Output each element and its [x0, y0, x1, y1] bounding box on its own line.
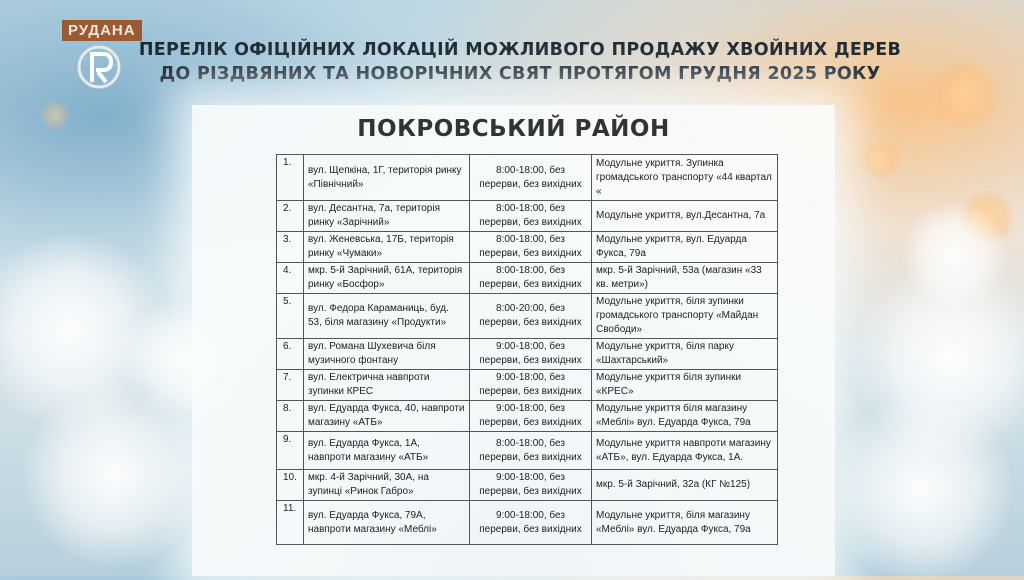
table-row — [277, 232, 778, 263]
table-row — [277, 501, 778, 545]
row-place: мкр. 5-й Зарічний, 32а (КГ №125) — [592, 470, 778, 501]
row-address: вул. Женевська, 17Б, територія ринку «Чумаки» — [304, 232, 470, 263]
row-number: 11. — [277, 501, 304, 545]
table-row — [277, 401, 778, 432]
row-address: вул. Романа Шухевича біля музичного фонтану — [304, 339, 470, 370]
row-hours: 9:00-18:00, без перерви, без вихідних — [470, 401, 592, 432]
locations-table — [276, 154, 778, 545]
district-heading: ПОКРОВСЬКИЙ РАЙОН — [357, 116, 670, 142]
row-number: 8. — [277, 401, 304, 432]
page-title — [110, 38, 930, 86]
row-place: Модульне укриття, біля магазину «Меблі» вул. Едуарда Фукса, 79а — [592, 501, 778, 545]
row-address: вул. Електрична навпроти зупинки КРЕС — [304, 370, 470, 401]
row-number: 5. — [277, 294, 304, 339]
row-hours: 9:00-18:00, без перерви, без вихідних — [470, 470, 592, 501]
row-address: вул. Федора Караманиць, буд. 53, біля магазину «Продукти» — [304, 294, 470, 339]
brand-logo-text: РУДАНА — [62, 20, 142, 41]
row-place: Модульне укриття навпроти магазину «АТБ», вул. Едуарда Фукса, 1А. — [592, 432, 778, 470]
row-place: Модульне укриття, біля парку «Шахтарський» — [592, 339, 778, 370]
table-row — [277, 370, 778, 401]
page-title-line-1: ПЕРЕЛІК ОФІЦІЙНИХ ЛОКАЦІЙ МОЖЛИВОГО ПРОДАЖУ ХВОЙНИХ ДЕРЕВ — [138, 40, 902, 60]
row-hours: 8:00-18:00, без перерви, без вихідних — [470, 263, 592, 294]
table-row — [277, 294, 778, 339]
table-row — [277, 201, 778, 232]
page-title-line-2: ДО РІЗДВЯНИХ ТА НОВОРІЧНИХ СВЯТ ПРОТЯГОМ ГРУДНЯ 2025 РОКУ — [159, 64, 881, 84]
row-place: Модульне укриття, вул. Едуарда Фукса, 79а — [592, 232, 778, 263]
row-hours: 9:00-18:00, без перерви, без вихідних — [470, 501, 592, 545]
row-hours: 9:00-18:00, без перерви, без вихідних — [470, 370, 592, 401]
row-hours: 9:00-18:00, без перерви, без вихідних — [470, 339, 592, 370]
row-hours: 8:00-20:00, без перерви, без вихідних — [470, 294, 592, 339]
row-place: Модульне укриття біля зупинки «КРЕС» — [592, 370, 778, 401]
table-row — [277, 155, 778, 201]
row-address: мкр. 5-й Зарічний, 61А, територія ринку «Босфор» — [304, 263, 470, 294]
row-address: вул. Десантна, 7а, територія ринку «Зарічний» — [304, 201, 470, 232]
row-place: Модульне укриття. Зупинка громадського транспорту «44 квартал « — [592, 155, 778, 201]
row-number: 7. — [277, 370, 304, 401]
row-number: 2. — [277, 201, 304, 232]
row-address: вул. Едуарда Фукса, 40, навпроти магазину «АТБ» — [304, 401, 470, 432]
row-place: Модульне укриття, біля зупинки громадського транспорту «Майдан Свободи» — [592, 294, 778, 339]
table-row — [277, 432, 778, 470]
row-place: Модульне укриття біля магазину «Меблі» вул. Едуарда Фукса, 79а — [592, 401, 778, 432]
row-place: Модульне укриття, вул.Десантна, 7а — [592, 201, 778, 232]
row-place: мкр. 5-й Зарічний, 53а (магазин «33 кв. метри») — [592, 263, 778, 294]
row-number: 9. — [277, 432, 304, 470]
row-number: 10. — [277, 470, 304, 501]
row-number: 1. — [277, 155, 304, 201]
row-hours: 8:00-18:00, без перерви, без вихідних — [470, 232, 592, 263]
row-address: вул. Едуарда Фукса, 79А, навпроти магазину «Меблі» — [304, 501, 470, 545]
row-hours: 8:00-18:00, без перерви, без вихідних — [470, 432, 592, 470]
row-address: вул. Едуарда Фукса, 1А, навпроти магазину «АТБ» — [304, 432, 470, 470]
row-hours: 8:00-18:00, без перерви, без вихідних — [470, 155, 592, 201]
row-number: 6. — [277, 339, 304, 370]
table-row — [277, 470, 778, 501]
row-hours: 8:00-18:00, без перерви, без вихідних — [470, 201, 592, 232]
row-number: 3. — [277, 232, 304, 263]
table-row — [277, 263, 778, 294]
row-address: вул. Щепкіна, 1Г, територія ринку «Північний» — [304, 155, 470, 201]
row-address: мкр. 4-й Зарічний, 30А, на зупинці «Ринок Габро» — [304, 470, 470, 501]
table-row — [277, 339, 778, 370]
row-number: 4. — [277, 263, 304, 294]
